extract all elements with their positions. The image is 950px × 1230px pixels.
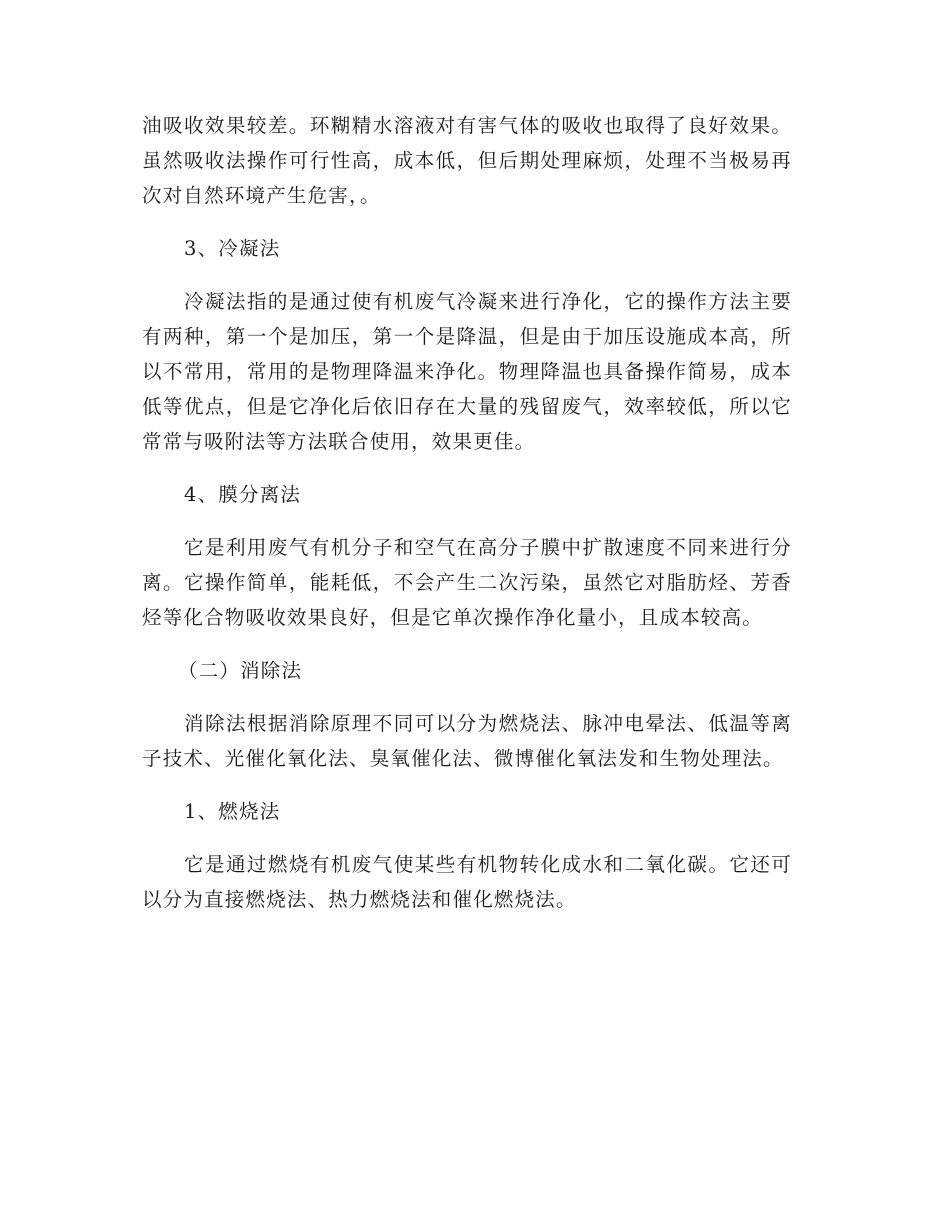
heading-elimination: （二）消除法 bbox=[178, 659, 303, 682]
heading-condensation: 3、冷凝法 bbox=[184, 237, 281, 260]
document-body bbox=[142, 108, 792, 935]
paragraph-condensation: 冷凝法指的是通过使有机废气冷凝来进行净化，它的操作方法主要有两种，第一个是加压，第一个是降温，但是由于加压设施成本高，所以不常用，常用的是物理降温来净化。物理降温也具备操作简易，成本低等优点，但是它净化后依旧存在大量的残留废气，效率较低，所以它常常与吸附法等方法联合使用，效果更佳。 bbox=[142, 290, 792, 453]
heading-combustion: 1、燃烧法 bbox=[184, 800, 281, 823]
heading-membrane-separation: 4、膜分离法 bbox=[184, 483, 302, 506]
paragraph-membrane-separation: 它是利用废气有机分子和空气在高分子膜中扩散速度不同来进行分离。它操作简单，能耗低，不会产生二次污染，虽然它对脂肪烃、芳香烃等化合物吸收效果良好，但是它单次操作净化量小，且成本较高。 bbox=[142, 536, 792, 629]
paragraph-combustion: 它是通过燃烧有机废气使某些有机物转化成水和二氧化碳。它还可以分为直接燃烧法、热力燃烧法和催化燃烧法。 bbox=[142, 853, 792, 911]
paragraph-absorption-continued: 油吸收效果较差。环糊精水溶液对有害气体的吸收也取得了良好效果。虽然吸收法操作可行性高，成本低，但后期处理麻烦，处理不当极易再次对自然环境产生危害，。 bbox=[142, 114, 792, 207]
paragraph-elimination: 消除法根据消除原理不同可以分为燃烧法、脉冲电晕法、低温等离子技术、光催化氧化法、臭氧催化法、微博催化氧法发和生物处理法。 bbox=[142, 712, 792, 770]
